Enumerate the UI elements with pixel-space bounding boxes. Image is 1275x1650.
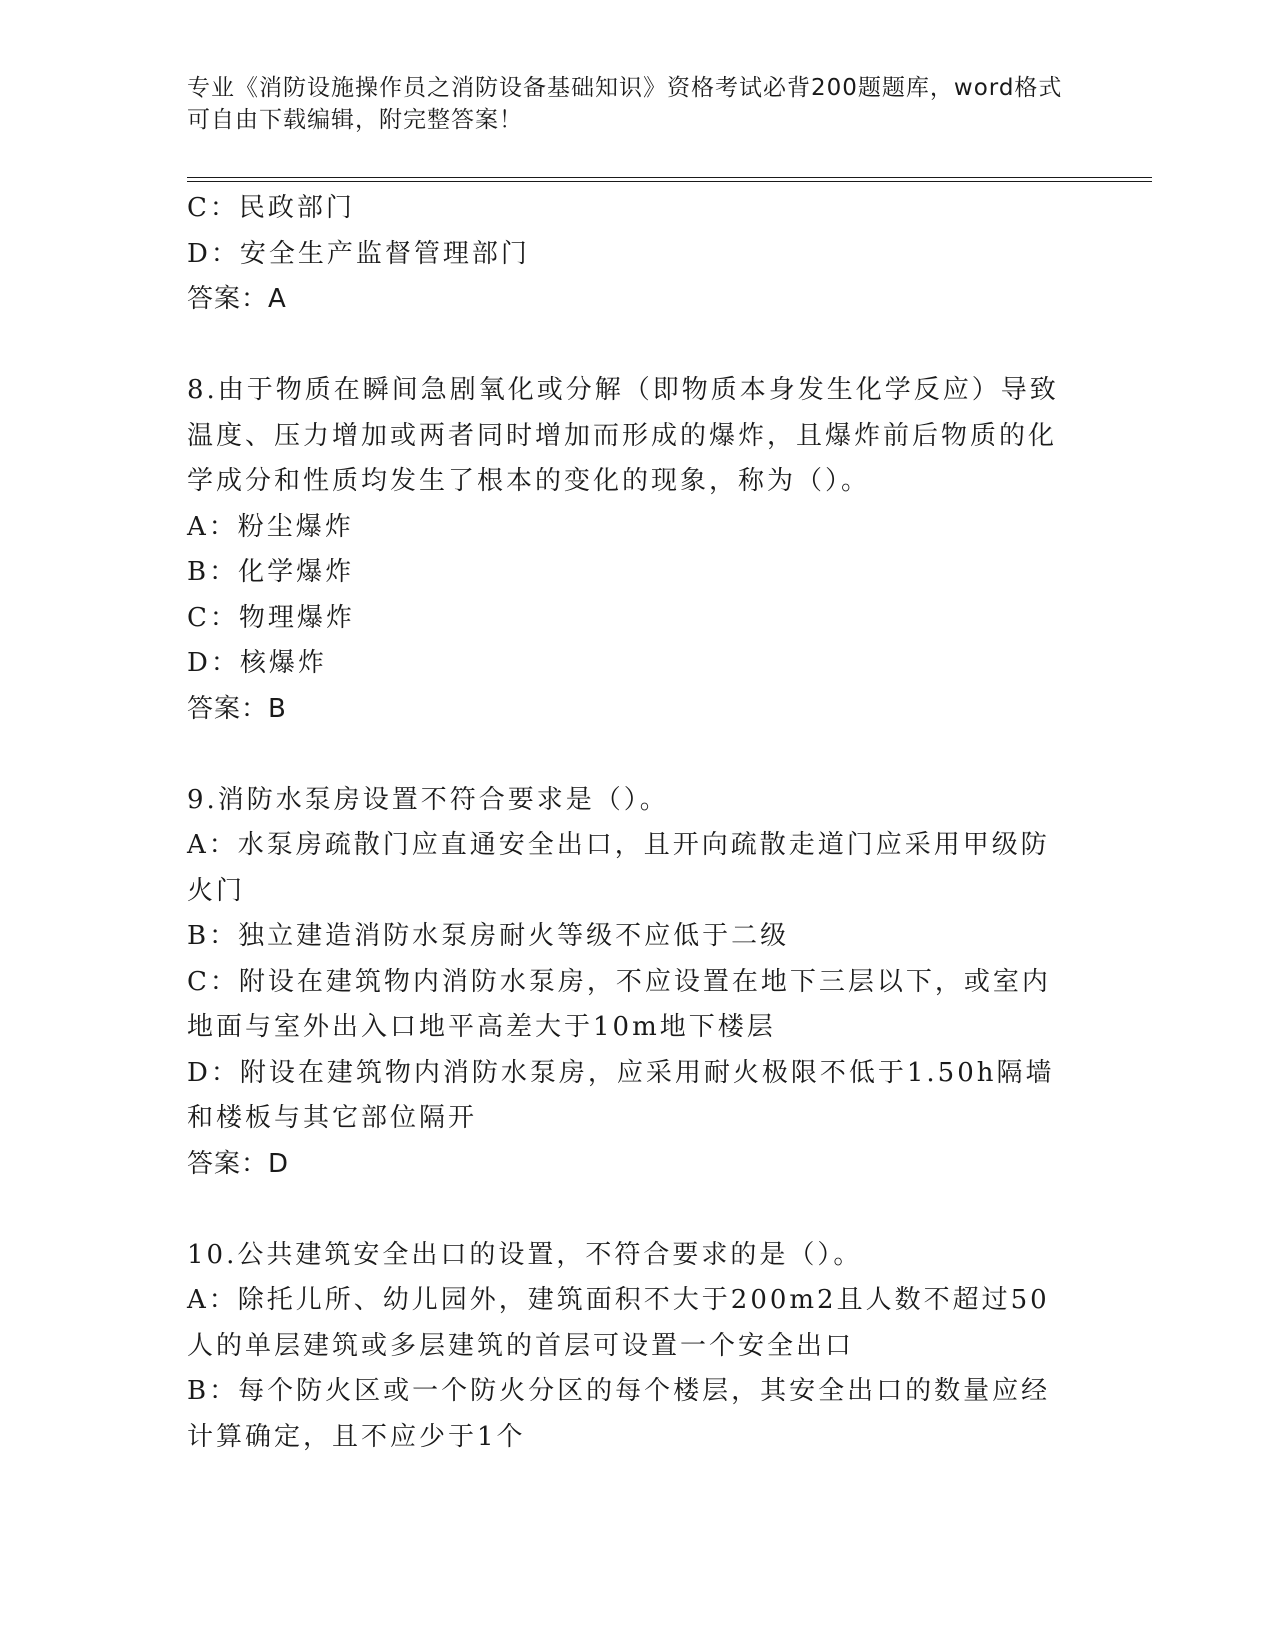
question-stem: 10.公共建筑安全出口的设置，不符合要求的是（）。 <box>187 1239 863 1270</box>
option-c: C：物理爆炸 <box>187 602 355 633</box>
spacer <box>187 1187 1067 1233</box>
header-rule <box>187 177 1152 182</box>
question-9 <box>187 778 1067 1188</box>
question-list <box>187 186 1067 1460</box>
option-a: A：水泵房疏散门应直通安全出口，且开向疏散走道门应采用甲级防火门 <box>187 830 1050 906</box>
page-header <box>187 72 1067 136</box>
answer: 答案：D <box>187 1148 290 1179</box>
header-text: 专业《消防设施操作员之消防设备基础知识》资格考试必背200题题库，word格式可自由下载编辑，附完整答案！ <box>187 75 1063 133</box>
spacer <box>187 323 1067 369</box>
option-a: A：除托儿所、幼儿园外，建筑面积不大于200m2且人数不超过50人的单层建筑或多层建筑的首层可设置一个安全出口 <box>187 1285 1050 1361</box>
option-b: B：独立建造消防水泵房耐火等级不应低于二级 <box>187 921 790 951</box>
question-8 <box>187 368 1067 732</box>
option-a: A：粉尘爆炸 <box>187 511 354 542</box>
option-b: B：每个防火区或一个防火分区的每个楼层，其安全出口的数量应经计算确定，且不应少于1个 <box>187 1376 1051 1452</box>
option-b: B：化学爆炸 <box>187 557 355 587</box>
question-stem: 8.由于物质在瞬间急剧氧化或分解（即物质本身发生化学反应）导致温度、压力增加或两者同时增加而形成的爆炸，且爆炸前后物质的化学成分和性质均发生了根本的变化的现象，称为（）。 <box>187 375 1059 496</box>
option-d: D：附设在建筑物内消防水泵房，应采用耐火极限不低于1.50h隔墙和楼板与其它部位隔开 <box>187 1057 1055 1133</box>
answer: 答案：B <box>187 693 287 724</box>
option-c: C：附设在建筑物内消防水泵房，不应设置在地下三层以下，或室内地面与室外出入口地平高差大于10m地下楼层 <box>187 966 1051 1042</box>
question-stem: 9.消防水泵房设置不符合要求是（）。 <box>187 784 669 815</box>
question-7-tail <box>187 186 1067 323</box>
option-d: D：核爆炸 <box>187 648 327 678</box>
option-c: C：民政部门 <box>187 193 355 223</box>
option-d: D：安全生产监督管理部门 <box>187 238 530 269</box>
question-10 <box>187 1233 1067 1461</box>
spacer <box>187 732 1067 778</box>
answer: 答案：A <box>187 284 287 314</box>
